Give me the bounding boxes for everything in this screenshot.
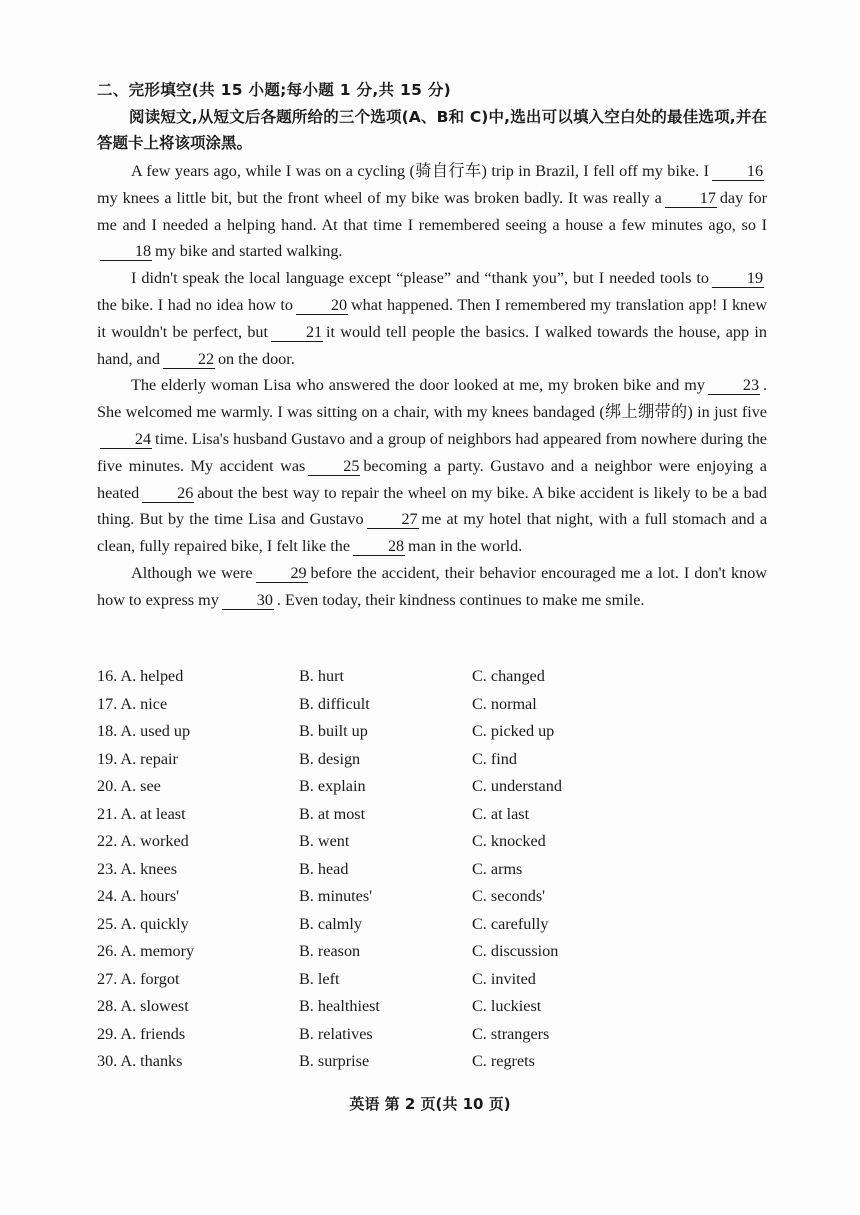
option-row-27 [97,970,767,998]
option-b: B. surprise [299,1052,370,1070]
option-c: C. understand [472,777,562,795]
passage-text: day for me and I needed a helping hand. At that time I remembered seeing a house a few minutes ago, so I [97,188,767,234]
blank-16: 16 [712,162,764,181]
blank-22: 22 [163,350,215,369]
passage-text: what happened. Then I remembered my translation app! I knew it wouldn't be perfect, but [97,295,768,341]
blank-27: 27 [367,510,419,529]
blank-18: 18 [100,242,152,261]
blank-17: 17 [665,189,717,208]
blank-28: 28 [353,537,405,556]
option-c: C. picked up [472,722,555,740]
passage-text: The elderly woman Lisa who answered the door looked at me, my broken bike and my [131,376,705,395]
passage-text: my bike and started walking. [155,242,343,261]
passage-text: . Even today, their kindness continues to make me smile. [276,590,645,609]
option-c: C. arms [472,859,523,878]
passage-text: A few years ago, while I was on a cycling (骑自行车) trip in Brazil, I fell off my bike. I [131,162,709,180]
option-row-16 [97,667,767,695]
option-b: B. went [299,832,350,850]
option-row-20 [97,777,767,805]
option-c: C. find [472,749,517,768]
option-b: B. difficult [299,694,370,713]
option-row-21 [97,805,767,833]
page-footer: 英语 第 2 页(共 10 页) [349,1095,511,1113]
passage-text: . She welcomed me warmly. I was sitting on a chair, with my knees bandaged (绑上绷带的) in just five [97,376,767,422]
blank-26: 26 [142,484,194,503]
option-a: 22. A. worked [97,832,189,850]
option-b: B. design [299,749,361,768]
option-a: 26. A. memory [97,942,195,960]
option-b: B. calmly [299,914,362,933]
paragraph-2 [97,265,767,372]
option-a: 28. A. slowest [97,997,189,1015]
answer-options [97,667,767,1080]
option-c: C. carefully [472,914,549,933]
option-c: C. discussion [472,942,559,960]
option-c: C. changed [472,667,545,685]
option-a: 29. A. friends [97,1024,186,1043]
option-b: B. head [299,859,349,878]
option-b: B. explain [299,777,366,795]
blank-20: 20 [296,296,348,315]
option-row-28 [97,997,767,1025]
option-row-18 [97,722,767,750]
option-b: B. at most [299,804,366,823]
option-b: B. relatives [299,1024,373,1043]
option-c: C. at last [472,804,530,823]
option-row-29 [97,1025,767,1053]
option-row-17 [97,695,767,723]
paragraph-1 [97,158,767,265]
blank-24: 24 [100,430,152,449]
blank-29: 29 [256,564,308,583]
option-b: B. left [299,969,340,988]
blank-30: 30 [222,591,274,610]
option-a: 23. A. knees [97,859,178,878]
blank-21: 21 [271,323,323,342]
passage-text: before the accident, their behavior encouraged me a lot. I don't know how to express my [97,563,767,609]
instructions: 阅读短文,从短文后各题所给的三个选项(A、B和 C)中,选出可以填入空白处的最佳选项,并在答题卡上将该项涂黑。 [97,108,767,152]
option-c: C. regrets [472,1052,535,1070]
option-a: 19. A. repair [97,749,178,768]
option-c: C. invited [472,969,536,988]
passage-text: my knees a little bit, but the front wheel of my bike was broken badly. It was really a [97,188,662,207]
blank-25: 25 [308,457,360,476]
passage-text: becoming a party. Gustavo and a neighbor were enjoying a heated [97,456,767,502]
paragraph-4 [97,560,767,614]
passage-text: time. Lisa's husband Gustavo and a group of neighbors had appeared from nowhere during the five minutes. My accident was [97,429,767,475]
option-a: 30. A. thanks [97,1052,183,1070]
option-a: 25. A. quickly [97,914,189,933]
option-b: B. built up [299,722,368,740]
option-b: B. healthiest [299,997,380,1015]
option-a: 21. A. at least [97,804,186,823]
passage-text: it would tell people the basics. I walked towards the house, app in hand, and [97,322,767,368]
option-row-30 [97,1052,767,1080]
blank-19: 19 [712,269,764,288]
option-c: C. seconds' [472,887,546,905]
option-row-25 [97,915,767,943]
option-row-26 [97,942,767,970]
paragraph-3 [97,372,767,560]
passage-text: about the best way to repair the wheel on my bike. A bike accident is likely to be a bad thing. But by the time Lisa and Gustavo [97,483,767,529]
option-b: B. hurt [299,667,344,685]
passage-text: on the door. [217,349,295,368]
option-c: C. normal [472,694,537,713]
option-row-24 [97,887,767,915]
option-b: B. reason [299,942,361,960]
option-c: C. knocked [472,832,546,850]
option-a: 27. A. forgot [97,969,180,988]
option-a: 16. A. helped [97,667,184,685]
passage-text: the bike. I had no idea how to [97,295,293,314]
option-c: C. strangers [472,1024,550,1043]
option-a: 20. A. see [97,777,161,795]
option-row-22 [97,832,767,860]
passage-text: man in the world. [408,537,523,556]
cloze-passage [97,158,767,614]
option-row-19 [97,750,767,778]
passage-text: I didn't speak the local language except “please” and “thank you”, but I needed tools to [131,269,709,288]
blank-23: 23 [708,376,760,395]
option-b: B. minutes' [299,887,373,905]
option-a: 17. A. nice [97,694,168,713]
option-row-23 [97,860,767,888]
passage-text: me at my hotel that night, with a full stomach and a clean, fully repaired bike, I felt like the [97,510,768,556]
option-a: 24. A. hours' [97,887,180,905]
section-title: 二、完形填空(共 15 小题;每小题 1 分,共 15 分) [97,81,452,99]
passage-text: Although we were [131,563,253,582]
option-a: 18. A. used up [97,722,191,740]
option-c: C. luckiest [472,997,542,1015]
